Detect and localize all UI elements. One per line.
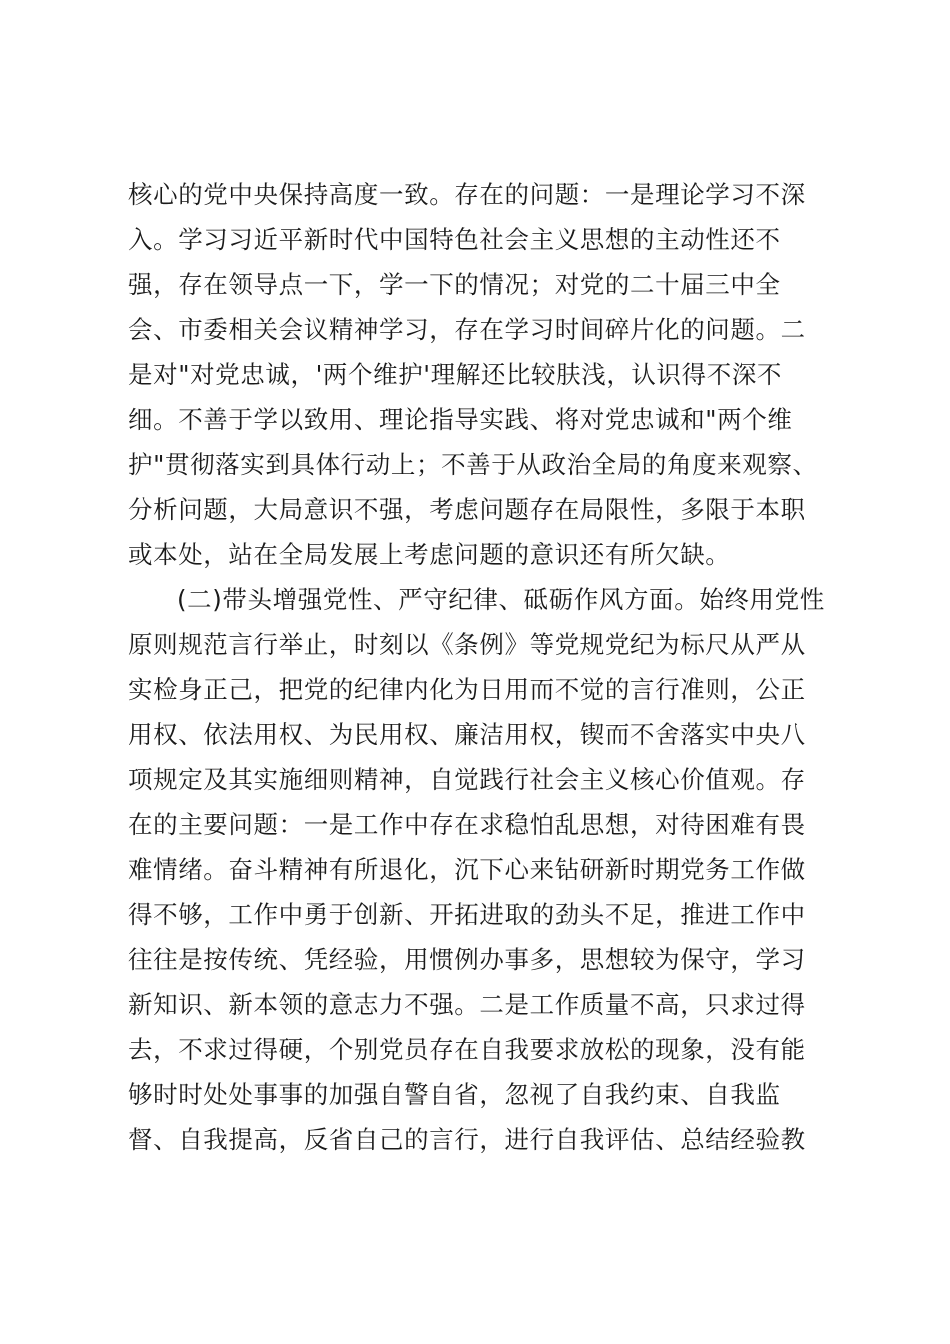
text-line: 核心的党中央保持高度一致。存在的问题：一是理论学习不深	[128, 180, 806, 209]
text-line: 去，不求过得硬，个别党员存在自我要求放松的现象，没有能	[128, 1035, 806, 1064]
paragraph-heading-line: (二)带头增强党性、严守纪律、砥砺作风方面。始终用党性	[177, 585, 825, 614]
paragraph-2	[128, 577, 828, 1162]
text-line: 入。学习习近平新时代中国特色社会主义思想的主动性还不	[128, 225, 781, 254]
text-line: 细。不善于学以致用、理论指导实践、将对党忠诚和"两个维	[128, 405, 793, 434]
text-line: 护"贯彻落实到具体行动上；不善于从政治全局的角度来观察、	[128, 450, 818, 479]
text-line: 实检身正己，把党的纪律内化为日用而不觉的言行准则，公正	[128, 675, 806, 704]
text-line: 是对"对党忠诚，'两个维护'理解还比较肤浅，认识得不深不	[128, 360, 783, 389]
text-line: 或本处，站在全局发展上考虑问题的意识还有所欠缺。	[128, 540, 731, 569]
text-line: 得不够，工作中勇于创新、开拓进取的劲头不足，推进工作中	[128, 900, 806, 929]
text-line: 往往是按传统、凭经验，用惯例办事多，思想较为保守，学习	[128, 945, 806, 974]
text-line: 在的主要问题：一是工作中存在求稳怕乱思想，对待困难有畏	[128, 810, 806, 839]
paragraph-1	[128, 172, 828, 577]
text-line: 分析问题，大局意识不强，考虑问题存在局限性，多限于本职	[128, 495, 806, 524]
text-line: 强，存在领导点一下，学一下的情况；对党的二十届三中全	[128, 270, 781, 299]
text-line: 新知识、新本领的意志力不强。二是工作质量不高，只求过得	[128, 990, 806, 1019]
text-line: 难情绪。奋斗精神有所退化，沉下心来钻研新时期党务工作做	[128, 855, 806, 884]
text-line: 项规定及其实施细则精神，自觉践行社会主义核心价值观。存	[128, 765, 806, 794]
text-line: 够时时处处事事的加强自警自省，忽视了自我约束、自我监	[128, 1080, 781, 1109]
text-line: 会、市委相关会议精神学习，存在学习时间碎片化的问题。二	[128, 315, 806, 344]
text-line: 督、自我提高，反省自己的言行，进行自我评估、总结经验教	[128, 1125, 806, 1154]
document-body	[128, 172, 828, 1162]
text-line: 原则规范言行举止，时刻以《条例》等党规党纪为标尺从严从	[128, 630, 806, 659]
text-line: 用权、依法用权、为民用权、廉洁用权，锲而不舍落实中央八	[128, 720, 806, 749]
